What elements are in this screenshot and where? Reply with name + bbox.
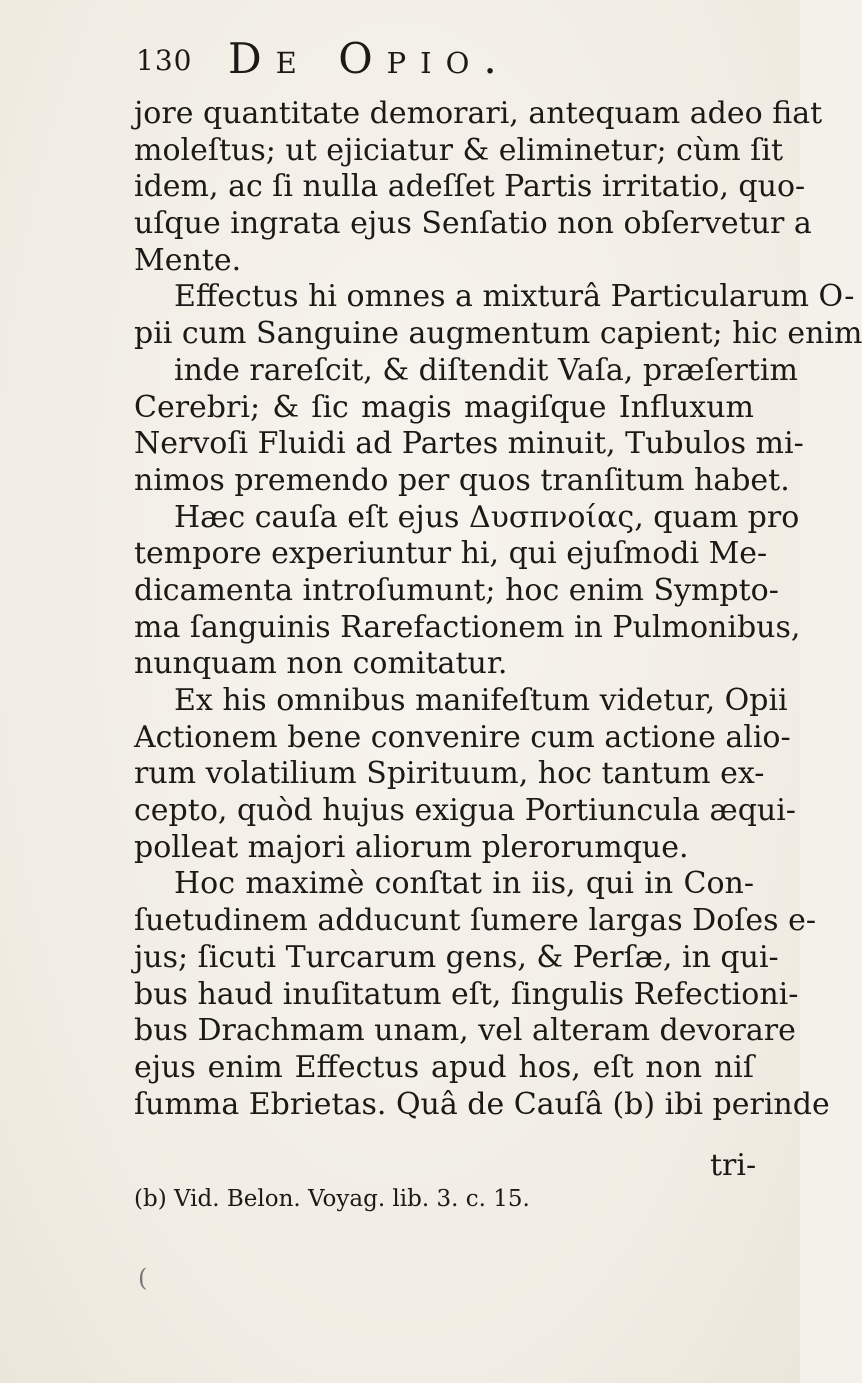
text-line: tempore experiuntur hi, qui ejuſmodi Me- (134, 536, 768, 572)
text-line: uſque ingrata ejus Senſatio non obſervetur a (134, 206, 812, 242)
text-line: moleſtus; ut ejiciatur & eliminetur; cùm ſit (134, 132, 783, 168)
text-line: nunquam non comitatur. (134, 646, 508, 682)
text-line: Hoc maximè conſtat in iis, qui in Con- (174, 866, 754, 902)
text-line: Actionem bene convenire cum actione alio- (134, 719, 791, 755)
text-line: bus haud inuſitatum eſt, ſingulis Refectioni- (134, 976, 799, 1012)
text-line: nimos premendo per quos tranſitum habet. (134, 462, 790, 498)
text-line: idem, ac ſi nulla adeſſet Partis irritatio, quo- (134, 169, 806, 205)
text-line: ma ſanguinis Rarefactionem in Pulmonibus, (134, 609, 801, 645)
page-header (136, 34, 736, 84)
text-line: jus; ſicuti Turcarum gens, & Perſæ, in qui- (134, 939, 779, 975)
text-line: rum volatilium Spirituum, hoc tantum ex- (134, 756, 765, 792)
page-number: 130 (136, 44, 193, 77)
text-line: Mente. (134, 242, 242, 278)
text-line: ſumma Ebrietas. Quâ de Cauſâ (b) ibi perinde (134, 1086, 830, 1122)
text-line: Ex his omnibus manifeſtum videtur, Opii (174, 683, 788, 718)
text-line: jore quantitate demorari, antequam adeo fiat (134, 96, 823, 131)
running-head: De Opio. (228, 34, 511, 83)
text-line: cepto, quòd hujus exigua Portiuncula æqui- (134, 793, 796, 829)
text-line: polleat majori aliorum plerorumque. (134, 829, 689, 865)
text-line: Hæc cauſa eſt ejus Δυσπνοίας, quam pro (174, 499, 800, 535)
catchword: tri- (710, 1148, 757, 1183)
footnote: (b) Vid. Belon. Voyag. lib. 3. c. 15. (134, 1186, 530, 1212)
text-line: inde rareſcit, & diſtendit Vaſa, præſertim (174, 352, 798, 388)
body-text (134, 96, 862, 1123)
text-line: bus Drachmam unam, vel alteram devorare (134, 1013, 796, 1049)
text-line: dicamenta introſumunt; hoc enim Sympto- (134, 572, 779, 608)
text-line: ejus enim Effectus apud hos, eſt non niſ (134, 1049, 754, 1085)
stray-mark: ( (138, 1264, 148, 1292)
text-line: pii cum Sanguine augmentum capient; hic enim (134, 316, 862, 352)
text-line: ſuetudinem adducunt ſumere largas Doſes e- (134, 903, 816, 939)
text-line: Nervoſi Fluidi ad Partes minuit, Tubulos mi- (134, 426, 804, 462)
text-line: Cerebri; & ſic magis magiſque Influxum (134, 389, 754, 425)
text-line: Effectus hi omnes a mixturâ Particularum O- (174, 279, 855, 315)
